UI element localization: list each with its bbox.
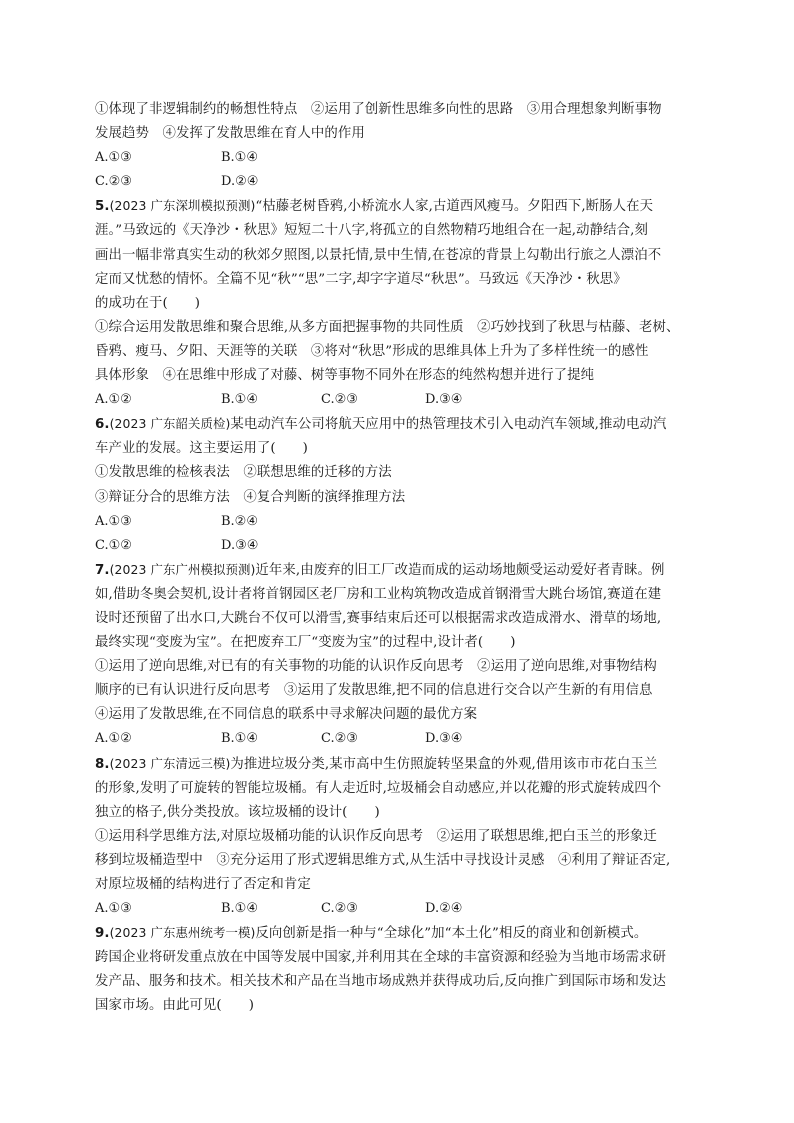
question-6: [95, 412, 707, 558]
statement-line: 移到垃圾桶造型中 ③充分运用了形式逻辑思维方式,从生活中寻找设计灵感 ④利用了辩证否定,: [95, 852, 671, 868]
stem-text: 为推进垃圾分类,某市高中生仿照旋转坚果盒的外观,借用该市市花白玉兰: [230, 756, 658, 772]
question-number: 6.: [95, 417, 110, 433]
question-source: (2023 广东广州模拟预测): [109, 561, 256, 577]
options-row: [95, 897, 707, 921]
question-stem-line: 如,借助冬奥会契机,设计者将首钢园区老厂房和工业构筑物改造成首钢滑雪大跳台场馆,赛道在建: [95, 586, 662, 602]
question-7: [95, 558, 707, 752]
options-row: [95, 170, 707, 194]
option-b[interactable]: B.②④: [221, 513, 258, 529]
statement-line: 顺序的已有认识进行反向思考 ③运用了发散思维,把不同的信息进行交合以产生新的有用信息: [95, 683, 653, 699]
question-stem-line: [95, 194, 707, 219]
statement-line: ①综合运用发散思维和聚合思维,从多方面把握事物的共同性质 ②巧妙找到了秋思与枯藤、老树、: [95, 319, 680, 335]
question-source: (2023 广东惠州统考一模): [109, 925, 256, 941]
option-c[interactable]: C.②③: [321, 392, 358, 408]
statement-line: 发展趋势 ④发挥了发散思维在育人中的作用: [95, 126, 365, 142]
question-stem-line: 最终实现“变废为宝”。在把废弃工厂“变废为宝”的过程中,设计者( ): [95, 635, 516, 651]
option-a[interactable]: A.①②: [95, 731, 132, 747]
option-c[interactable]: C.②③: [321, 901, 358, 917]
question-stem-line: [95, 752, 707, 777]
question-stem-line: [95, 412, 707, 437]
option-d[interactable]: D.②④: [425, 901, 463, 917]
question-number: 9.: [95, 926, 110, 942]
option-c[interactable]: C.②③: [321, 731, 358, 747]
option-b[interactable]: B.①④: [221, 731, 258, 747]
statement-line: ①运用了逆向思维,对已有的有关事物的功能的认识作反向思考 ②运用了逆向思维,对事物结构: [95, 659, 657, 675]
option-d[interactable]: D.②④: [221, 174, 259, 190]
question-stem-line: 设时还预留了出水口,大跳台不仅可以滑雪,赛事结束后还可以根据需求改造成滑水、滑草的场地,: [95, 610, 662, 626]
question-5: [95, 194, 707, 412]
question-source: (2023 广东清远三模): [109, 755, 231, 771]
question-stem-line: [95, 921, 707, 946]
question-stem-line: 独立的格子,供分类投放。该垃圾桶的设计( ): [95, 804, 380, 820]
options-row: [95, 388, 707, 412]
question-number: 5.: [95, 199, 110, 215]
statement-line: ③辩证分合的思维方法 ④复合判断的演绎推理方法: [95, 489, 406, 505]
question-stem-line: 车产业的发展。这主要运用了( ): [95, 441, 309, 457]
question-number: 8.: [95, 756, 110, 772]
question-stem-line: [95, 558, 707, 583]
document-page: [95, 98, 707, 1019]
statement-line: ④运用了发散思维,在不同信息的联系中寻求解决问题的最优方案: [95, 707, 478, 723]
option-d[interactable]: D.③④: [425, 731, 463, 747]
statement-line: 具体形象 ④在思维中形成了对藤、树等事物不同外在形态的纯然构想并进行了提纯: [95, 368, 595, 384]
option-a[interactable]: A.①③: [95, 150, 132, 166]
question-4: [95, 98, 707, 194]
option-b[interactable]: B.①④: [221, 150, 258, 166]
question-source: (2023 广东韶关质检): [109, 416, 231, 432]
option-c[interactable]: C.②③: [95, 174, 132, 190]
stem-text: “枯藤老树昏鸦,小桥流水人家,古道西风瘦马。夕阳西下,断肠人在天: [255, 199, 654, 215]
option-d[interactable]: D.③④: [221, 537, 259, 553]
question-8: [95, 752, 707, 922]
question-source: (2023 广东深圳模拟预测): [109, 198, 256, 214]
options-row: [95, 727, 707, 751]
statement-line: ①体现了非逻辑制约的畅想性特点 ②运用了创新性思维多向性的思路 ③用合理想象判断事物: [95, 102, 662, 117]
options-row: [95, 146, 707, 170]
question-stem-line: 涯。”马致远的《天净沙・秋思》短短二十八字,将孤立的自然物精巧地组合在一起,动静结合,刻: [95, 223, 648, 239]
statement-line: ①发散思维的检核表法 ②联想思维的迁移的方法: [95, 465, 392, 481]
statement-line: 昏鸦、瘦马、夕阳、天涯等的关联 ③将对“秋思”形成的思维具体上升为了多样性统一的感性: [95, 343, 649, 359]
question-stem-line: 的成功在于( ): [95, 295, 201, 311]
question-stem-line: 定而又忧愁的情怀。全篇不见“秋”“思”二字,却字字道尽“秋思”。马致远《天净沙・秋思》: [95, 271, 627, 287]
question-stem-line: 国家市场。由此可见( ): [95, 998, 255, 1014]
option-b[interactable]: B.①④: [221, 901, 258, 917]
statement-line: ①运用科学思维方法,对原垃圾桶功能的认识作反向思考 ②运用了联想思维,把白玉兰的形象迁: [95, 828, 657, 844]
question-number: 7.: [95, 562, 110, 578]
question-stem-line: 跨国企业将研发重点放在中国等发展中国家,并利用其在全球的丰富资源和经验为当地市场需求研: [95, 950, 666, 966]
question-stem-line: 的形象,发明了可旋转的智能垃圾桶。有人走近时,垃圾桶会自动感应,并以花瓣的形式旋转成四个: [95, 780, 662, 796]
option-a[interactable]: A.①②: [95, 392, 132, 408]
option-c[interactable]: C.①②: [95, 537, 132, 553]
option-d[interactable]: D.③④: [425, 392, 463, 408]
option-b[interactable]: B.①④: [221, 392, 258, 408]
stem-text: 近年来,由废弃的旧工厂改造而成的运动场地颇受运动爱好者青睐。例: [255, 562, 665, 578]
options-row: [95, 510, 707, 534]
stem-text: 反向创新是指一种与“全球化”加“本土化”相反的商业和创新模式。: [255, 926, 648, 942]
statement-line: 对原垃圾桶的结构进行了否定和肯定: [95, 877, 311, 892]
options-row: [95, 534, 707, 558]
question-stem-line: 画出一幅非常真实生动的秋郊夕照图,以景托情,景中生情,在苍凉的背景上勾勒出行旅之人漂泊不: [95, 247, 662, 263]
option-a[interactable]: A.①③: [95, 513, 132, 529]
stem-text: 某电动汽车公司将航天应用中的热管理技术引入电动汽车领域,推动电动汽: [230, 417, 667, 433]
question-9: [95, 921, 707, 1018]
option-a[interactable]: A.①③: [95, 901, 132, 917]
question-stem-line: 发产品、服务和技术。相关技术和产品在当地市场成熟并获得成功后,反向推广到国际市场和发达: [95, 974, 666, 990]
